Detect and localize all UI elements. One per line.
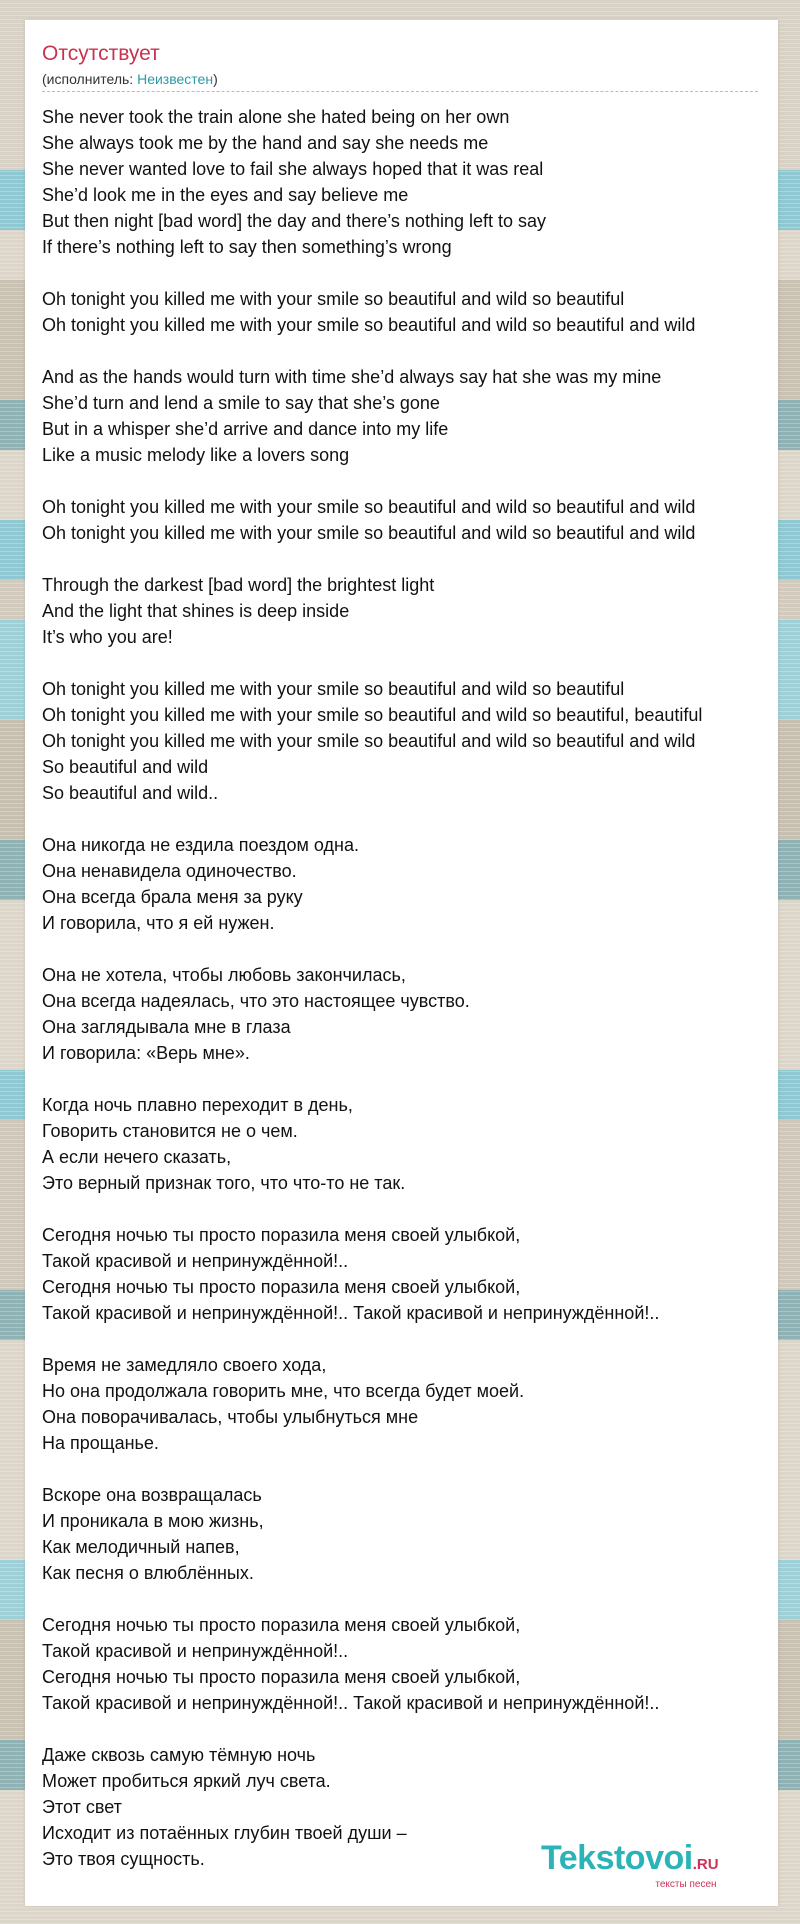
lyric-line: Исходит из потаённых глубин твоей души – <box>42 1823 407 1843</box>
lyric-line: Like a music melody like a lovers song <box>42 445 350 465</box>
lyric-line: Through the darkest [bad word] the brightest light <box>42 575 435 595</box>
lyric-line: Такой красивой и непринуждённой!.. Такой красивой и непринуждённой!.. <box>42 1693 660 1713</box>
lyric-line: Когда ночь плавно переходит в день, <box>42 1095 353 1115</box>
logo-main-text: Tekstovoi <box>541 1839 693 1877</box>
lyric-line: Может пробиться яркий луч света. <box>42 1771 331 1791</box>
lyric-line: Это твоя сущность. <box>42 1849 205 1869</box>
lyric-line: Oh tonight you killed me with your smile so beautiful and wild so beautiful and wild <box>42 497 696 517</box>
logo-domain-suffix: .RU <box>692 1856 719 1873</box>
lyric-line: And the light that shines is deep inside <box>42 601 350 621</box>
lyric-line: И говорила, что я ей нужен. <box>42 913 275 933</box>
lyric-line: Сегодня ночью ты просто поразила меня своей улыбкой, <box>42 1615 521 1635</box>
lyric-line: Это верный признак того, что что-то не так. <box>42 1173 406 1193</box>
lyric-line: Этот свет <box>42 1797 122 1817</box>
lyric-line: Время не замедляло своего хода, <box>42 1355 327 1375</box>
lyric-line: Такой красивой и непринуждённой!.. <box>42 1641 349 1661</box>
stanza-break <box>42 546 782 572</box>
site-logo[interactable] <box>541 1840 719 1890</box>
lyric-line: She never took the train alone she hated being on her own <box>42 107 510 127</box>
lyric-line: Она всегда брала меня за руку <box>42 887 303 907</box>
stanza-break <box>42 650 782 676</box>
lyric-line: Сегодня ночью ты просто поразила меня своей улыбкой, <box>42 1225 521 1245</box>
lyric-line: She always took me by the hand and say she needs me <box>42 133 489 153</box>
lyric-line: Она ненавидела одиночество. <box>42 861 297 881</box>
lyric-line: Но она продолжала говорить мне, что всегда будет моей. <box>42 1381 525 1401</box>
lyric-line: И говорила: «Верь мне». <box>42 1043 250 1063</box>
song-title: Отсутствует <box>42 42 160 65</box>
lyric-line: But in a whisper she’d arrive and dance into my life <box>42 419 449 439</box>
lyrics-text <box>42 104 782 1872</box>
lyric-line: И проникала в мою жизнь, <box>42 1511 264 1531</box>
lyric-line: Сегодня ночью ты просто поразила меня своей улыбкой, <box>42 1667 521 1687</box>
lyric-line: Как мелодичный напев, <box>42 1537 240 1557</box>
lyric-line: Сегодня ночью ты просто поразила меня своей улыбкой, <box>42 1277 521 1297</box>
lyric-line: Как песня о влюблённых. <box>42 1563 254 1583</box>
lyric-line: Oh tonight you killed me with your smile so beautiful and wild so beautiful and wild <box>42 523 696 543</box>
lyric-line: Она никогда не ездила поездом одна. <box>42 835 359 855</box>
lyric-line: Говорить становится не о чем. <box>42 1121 298 1141</box>
artist-suffix: ) <box>213 71 218 87</box>
artist-link[interactable]: Неизвестен <box>137 71 214 87</box>
lyric-line: She’d turn and lend a smile to say that she’s gone <box>42 393 440 413</box>
lyric-line: Вскоре она возвращалась <box>42 1485 262 1505</box>
lyric-line: Oh tonight you killed me with your smile so beautiful and wild so beautiful <box>42 289 625 309</box>
lyric-line: Она поворачивалась, чтобы улыбнуться мне <box>42 1407 419 1427</box>
lyric-line: She never wanted love to fail she always hoped that it was real <box>42 159 544 179</box>
lyric-line: Она не хотела, чтобы любовь закончилась, <box>42 965 406 985</box>
lyric-line: If there’s nothing left to say then something’s wrong <box>42 237 452 257</box>
lyric-line: На прощанье. <box>42 1433 159 1453</box>
lyric-line: Oh tonight you killed me with your smile so beautiful and wild so beautiful <box>42 679 625 699</box>
title-divider <box>42 91 758 92</box>
stanza-break <box>42 260 782 286</box>
lyric-line: А если нечего сказать, <box>42 1147 232 1167</box>
lyric-line: Oh tonight you killed me with your smile so beautiful and wild so beautiful, beautiful <box>42 705 703 725</box>
lyric-line: Даже сквозь самую тёмную ночь <box>42 1745 316 1765</box>
lyric-line: Она заглядывала мне в глаза <box>42 1017 291 1037</box>
stanza-break <box>42 1586 782 1612</box>
lyric-line: But then night [bad word] the day and there’s nothing left to say <box>42 211 547 231</box>
lyric-line: Oh tonight you killed me with your smile so beautiful and wild so beautiful and wild <box>42 315 696 335</box>
stanza-break <box>42 806 782 832</box>
stanza-break <box>42 1066 782 1092</box>
logo-wordmark <box>541 1840 719 1883</box>
stanza-break <box>42 1456 782 1482</box>
stanza-break <box>42 1326 782 1352</box>
stanza-break <box>42 936 782 962</box>
logo-tagline: тексты песен <box>655 1879 717 1890</box>
lyric-line: Такой красивой и непринуждённой!.. <box>42 1251 349 1271</box>
lyric-line: Oh tonight you killed me with your smile so beautiful and wild so beautiful and wild <box>42 731 696 751</box>
lyric-line: Такой красивой и непринуждённой!.. Такой красивой и непринуждённой!.. <box>42 1303 660 1323</box>
lyric-line: It’s who you are! <box>42 627 173 647</box>
lyric-line: So beautiful and wild.. <box>42 783 219 803</box>
stanza-break <box>42 1196 782 1222</box>
artist-line <box>42 71 218 87</box>
lyric-line: And as the hands would turn with time she’d always say hat she was my mine <box>42 367 662 387</box>
lyrics-card <box>25 20 778 1906</box>
artist-prefix: (исполнитель: <box>42 71 138 87</box>
lyric-line: Она всегда надеялась, что это настоящее чувство. <box>42 991 470 1011</box>
stanza-break <box>42 1716 782 1742</box>
stanza-break <box>42 468 782 494</box>
lyric-line: She’d look me in the eyes and say believe me <box>42 185 409 205</box>
lyric-line: So beautiful and wild <box>42 757 209 777</box>
stanza-break <box>42 338 782 364</box>
